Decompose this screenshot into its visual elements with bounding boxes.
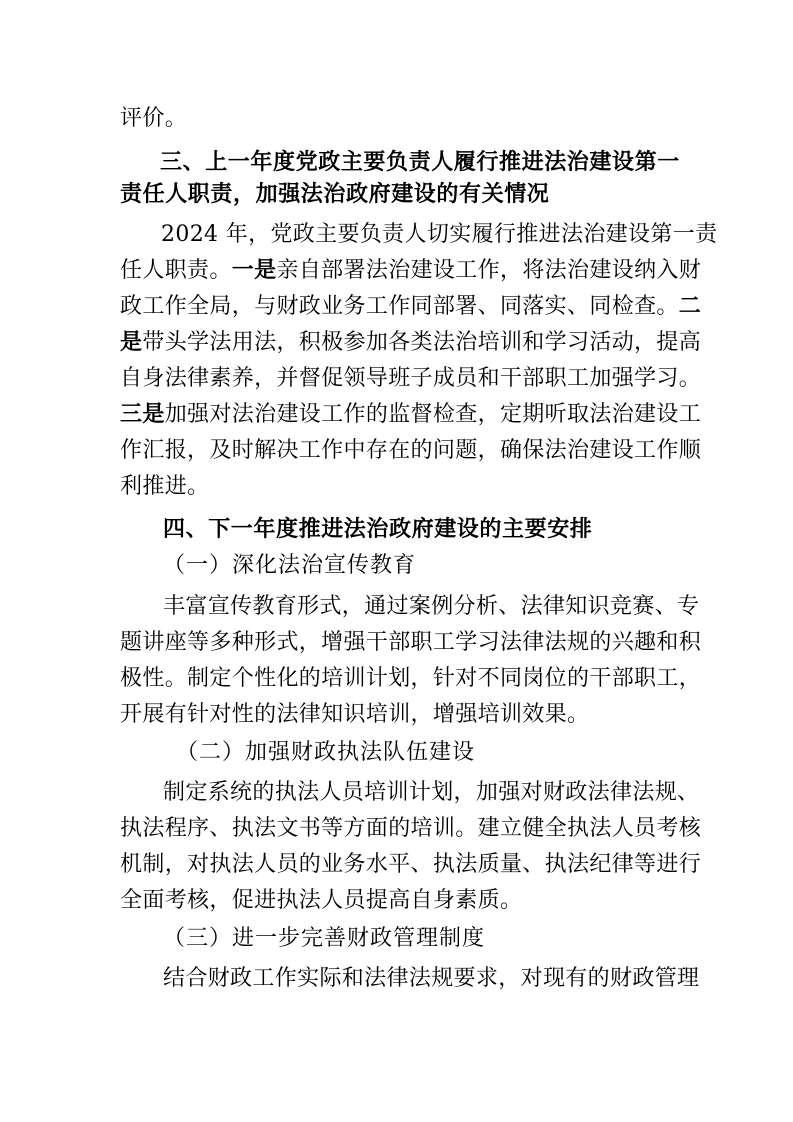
section-heading: 四、下一年度推进法治政府建设的主要安排 [163, 517, 593, 542]
body-text: 亲自部署法治建设工作，将法治建设纳入财 [276, 258, 702, 283]
body-line [120, 256, 701, 286]
body-line: 丰富宣传教育形式，通过案例分析、法律知识竞赛、专 [163, 594, 700, 619]
body-line: 执法程序、执法文书等方面的培训。建立健全执法人员考核 [120, 816, 702, 841]
body-line: 自身法律素养，并督促领导班子成员和干部职工加强学习。 [120, 366, 702, 391]
body-line [120, 328, 701, 358]
subsection-heading: （一）深化法治宣传教育 [163, 553, 417, 578]
body-line: 题讲座等多种形式，增强干部职工学习法律法规的兴趣和积 [120, 630, 702, 655]
body-line: 利推进。 [120, 474, 210, 499]
body-line [120, 400, 701, 430]
body-line: 全面考核，促进执法人员提高自身素质。 [120, 888, 523, 913]
subsection-heading: （三）进一步完善财政管理制度 [163, 926, 486, 951]
body-text: 带头学法用法，积极参加各类法治培训和学习活动，提高 [142, 330, 702, 355]
body-line: 极性。制定个性化的培训计划，针对不同岗位的干部职工， [120, 666, 702, 691]
body-line: 开展有针对性的法律知识培训，增强培训效果。 [120, 702, 590, 727]
section-heading: 责任人职责，加强法治政府建设的有关情况 [120, 182, 550, 207]
body-text: 加强对法治建设工作的监督检查，定期听取法治建设工 [164, 402, 702, 427]
body-line: 作汇报，及时解决工作中存在的问题，确保法治建设工作顺 [120, 438, 702, 463]
emphasis-text: 一是 [231, 258, 277, 283]
body-line: 机制，对执法人员的业务水平、执法质量、执法纪律等进行 [120, 852, 702, 877]
body-line: 结合财政工作实际和法律法规要求，对现有的财政管理 [163, 966, 700, 991]
body-line [120, 292, 701, 322]
body-text: 政工作全局，与财政业务工作同部署、同落实、同检查。 [120, 294, 679, 319]
emphasis-text: 是 [120, 330, 143, 355]
body-line: 制定系统的执法人员培训计划，加强对财政法律法规、 [163, 780, 700, 805]
body-line: 评价。 [120, 106, 188, 131]
subsection-heading: （二）加强财政执法队伍建设 [176, 740, 476, 765]
section-heading: 三、上一年度党政主要负责人履行推进法治建设第一 [160, 150, 680, 175]
body-text: 任人职责。 [120, 258, 232, 283]
body-line: 2024 年，党政主要负责人切实履行推进法治建设第一责 [161, 222, 718, 247]
emphasis-text: 三是 [120, 402, 165, 427]
emphasis-text: 二 [678, 294, 702, 319]
